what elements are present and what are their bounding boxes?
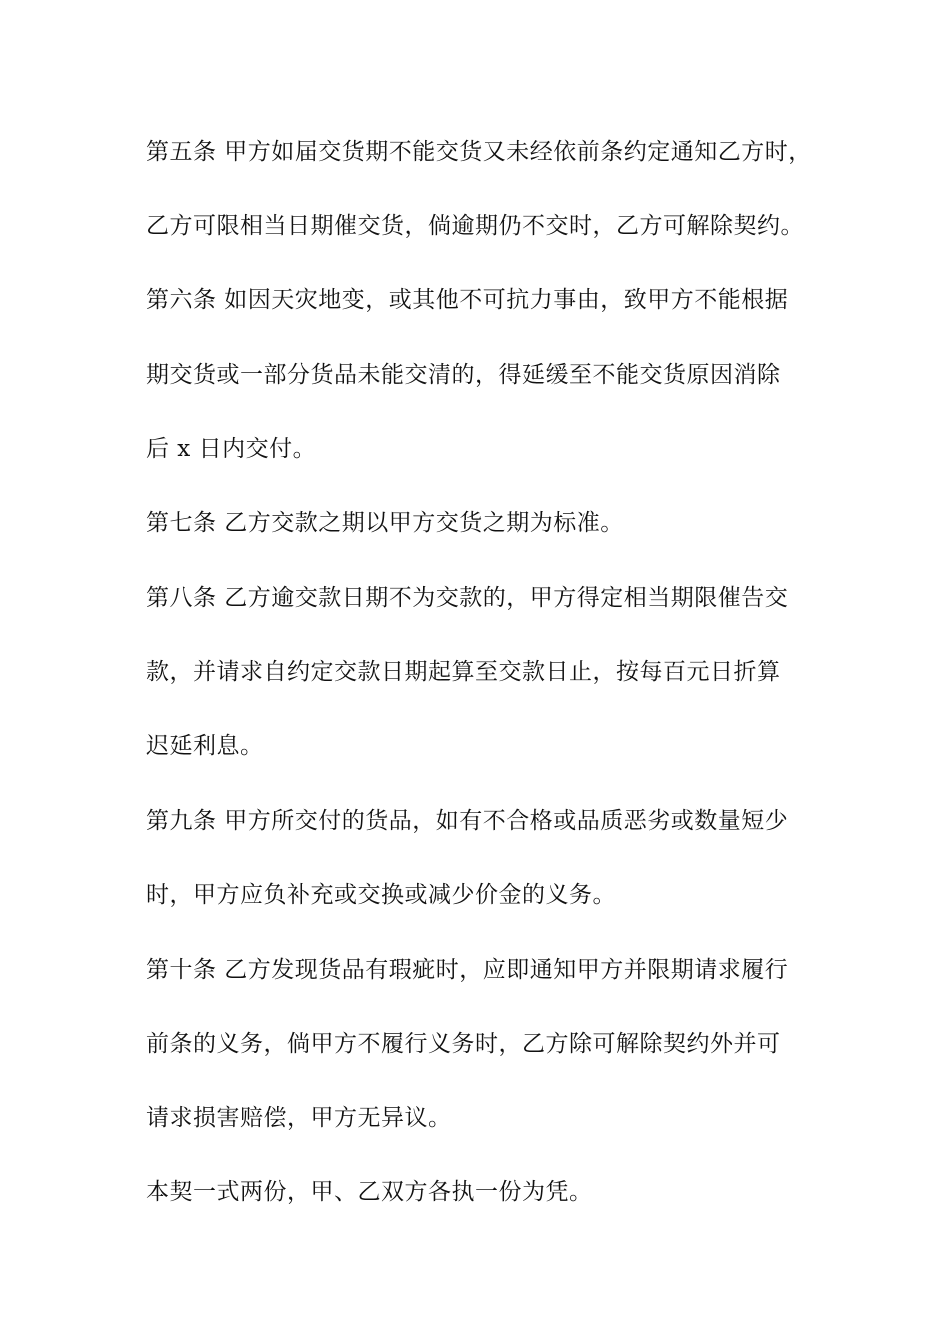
closing-statement: 本契一式两份，甲、乙双方各执一份为凭。 (146, 1179, 593, 1205)
clause-7-line-1: 第七条 乙方交款之期以甲方交货之期为标准。 (146, 510, 624, 536)
clause-10-line-3: 请求损害赔偿，甲方无异议。 (146, 1105, 452, 1131)
clause-9-line-2: 时，甲方应负补充或交换或减少价金的义务。 (146, 882, 616, 908)
clause-5-line-1: 第五条 甲方如届交货期不能交货又未经依前条约定通知乙方时， (146, 139, 812, 165)
clause-6-line-3: 后 x 日内交付。 (146, 436, 317, 462)
clause-8-line-1: 第八条 乙方逾交款日期不为交款的，甲方得定相当期限催告交 (146, 585, 789, 611)
clause-5-line-2: 乙方可限相当日期催交货，倘逾期仍不交时，乙方可解除契约。 (146, 213, 804, 239)
clause-10-line-1: 第十条 乙方发现货品有瑕疵时，应即通知甲方并限期请求履行 (146, 957, 789, 983)
clause-6-line-2: 期交货或一部分货品未能交清的，得延缓至不能交货原因消除 (146, 362, 781, 388)
clause-6-line-1: 第六条 如因天灾地变，或其他不可抗力事由，致甲方不能根据 (146, 287, 789, 313)
clause-10-line-2: 前条的义务，倘甲方不履行义务时，乙方除可解除契约外并可 (146, 1031, 781, 1057)
clause-9-line-1: 第九条 甲方所交付的货品，如有不合格或品质恶劣或数量短少 (146, 808, 789, 834)
clause-8-line-2: 款，并请求自约定交款日期起算至交款日止，按每百元日折算 (146, 659, 781, 685)
clause-8-line-3: 迟延利息。 (146, 733, 264, 759)
